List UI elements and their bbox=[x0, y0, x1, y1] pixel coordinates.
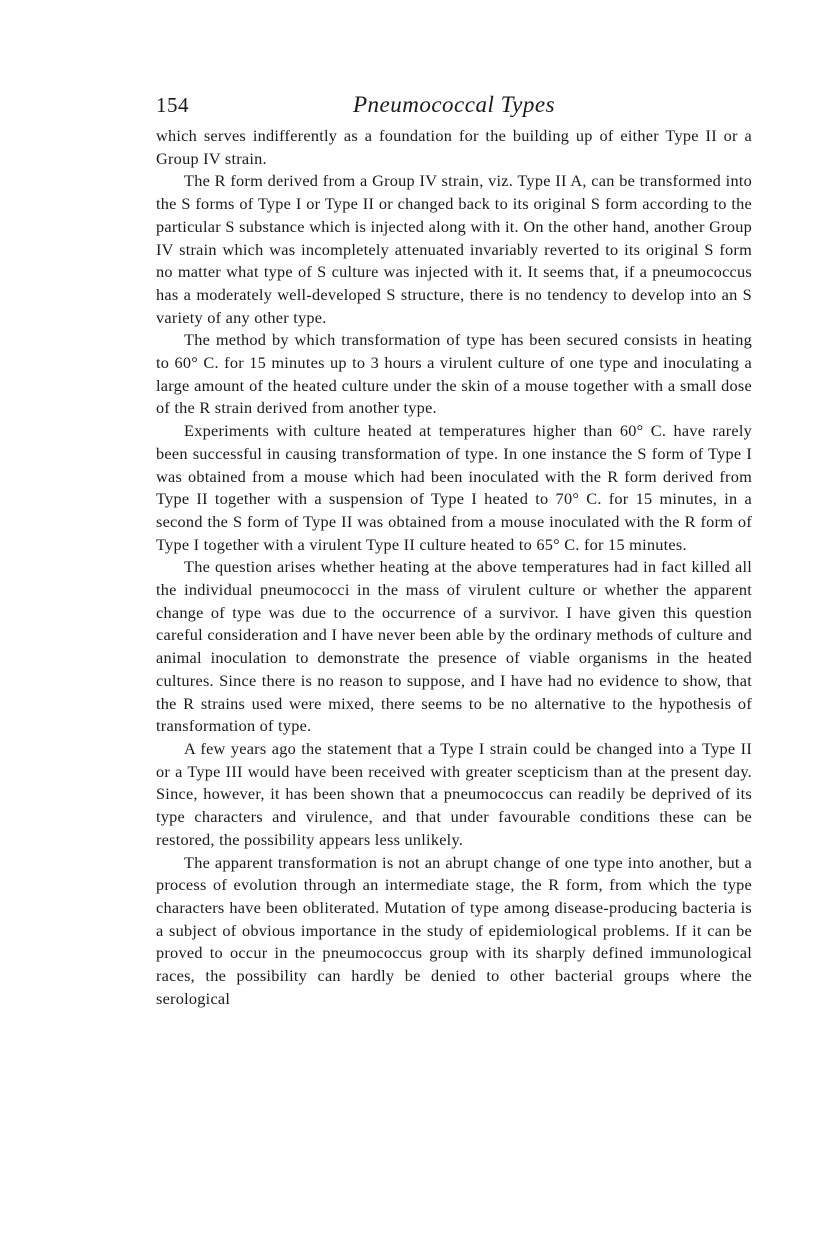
document-page bbox=[156, 93, 752, 1010]
running-title: Pneumococcal Types bbox=[352, 92, 556, 117]
paragraph: Experiments with culture heated at temperatures higher than 60° C. have rarely been successful in causing transformation of type. In one instance the S form of Type I was obtained from a mouse which had been inoculated with the R form derived from Type II together with a suspension of Type I heated to 70° C. for 15 minutes, in a second the S form of Type II was obtained from a mouse inoculated with the R form of Type I together with a virulent Type II culture heated to 65° C. for 15 minutes. bbox=[156, 421, 752, 554]
page-number: 154 bbox=[156, 93, 189, 117]
running-head bbox=[156, 93, 752, 123]
paragraph: The R form derived from a Group IV strain, viz. Type II A, can be transformed into the S forms of Type I or Type II or changed back to its original S form according to the particular S substance which is injected along with it. On the other hand, another Group IV strain which was incompletely attenuated invariably reverted to its original S form no matter what type of S culture was injected with it. It seems that, if a pneumococcus has a moderately well-developed S structure, there is no tendency to develop into an S variety of any other type. bbox=[156, 171, 752, 327]
paragraph: The method by which transformation of type has been secured consists in heating to 60° C. for 15 minutes up to 3 hours a virulent culture of one type and inoculating a large amount of the heated culture under the skin of a mouse together with a small dose of the R strain derived from another type. bbox=[156, 330, 752, 418]
paragraph: A few years ago the statement that a Type I strain could be changed into a Type II or a Type III would have been received with greater scepticism than at the present day. Since, however, it has been shown that a pneumococcus can readily be deprived of its type characters and virulence, and that under favourable conditions these can be restored, the possibility appears less unlikely. bbox=[156, 738, 752, 849]
paragraph: The question arises whether heating at the above temperatures had in fact killed all the individual pneumococci in the mass of virulent culture or whether the apparent change of type was due to the occurrence of a survivor. I have given this question careful consideration and I have never been able by the ordinary methods of culture and animal inoculation to demonstrate the presence of viable organisms in the heated cultures. Since there is no reason to suppose, and I have had no evidence to show, that the R strains used were mixed, there seems to be no alternative to the hypothesis of transformation of type. bbox=[156, 557, 752, 736]
paragraph: which serves indifferently as a foundation for the building up of either Type II or a Group IV strain. bbox=[156, 126, 752, 168]
paragraph: The apparent transformation is not an abrupt change of one type into another, but a process of evolution through an intermediate stage, the R form, from which the type characters have been obliterated. Mutation of type among disease-producing bacteria is a subject of obvious importance in the study of epidemiological problems. If it can be proved to occur in the pneumococcus group with its sharply defined immunological races, the possibility can hardly be denied to other bacterial groups where the serological bbox=[156, 852, 752, 1008]
body-text bbox=[156, 125, 752, 1010]
